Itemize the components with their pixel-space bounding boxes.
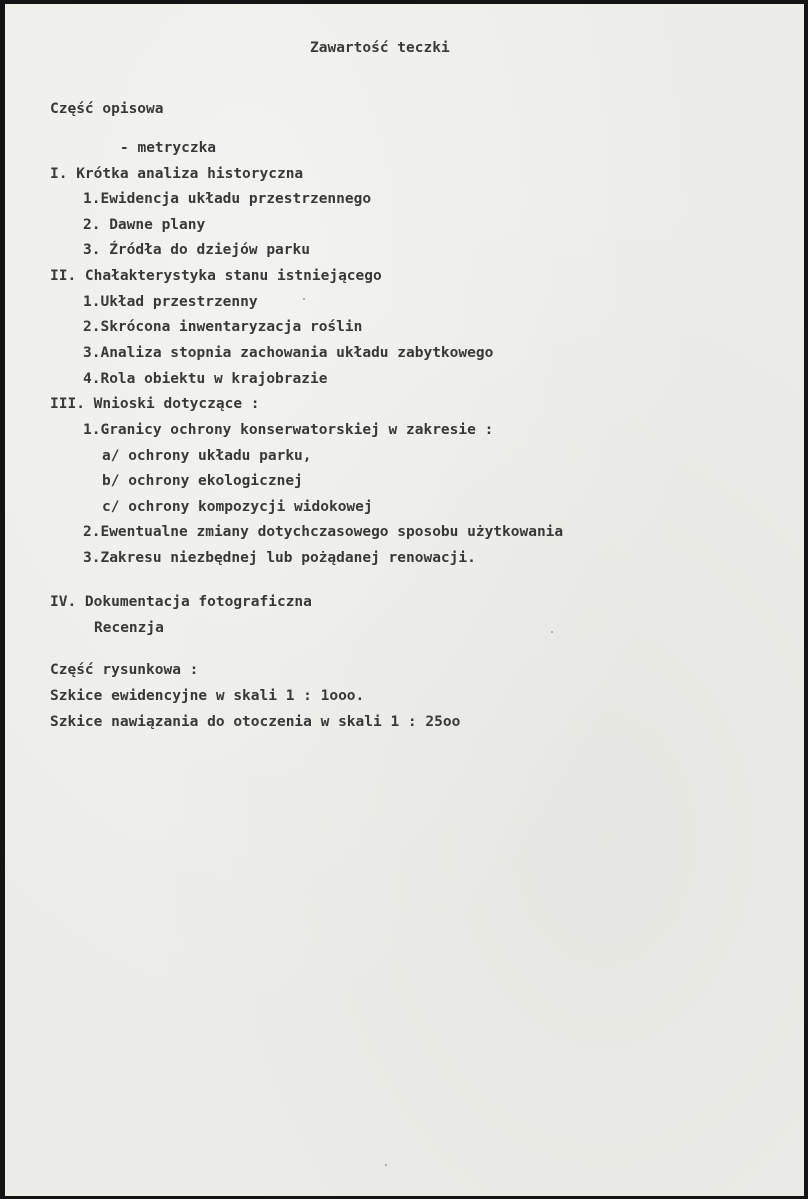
- drawing-item-1: Szkice ewidencyjne w skali 1 : 1ooo.: [50, 688, 365, 704]
- list-item-3-1-c: c/ ochrony kompozycji widokowej: [102, 499, 373, 515]
- list-item-1-2: 2. Dawne plany: [83, 217, 206, 233]
- list-item-2-4: 4.Rola obiektu w krajobrazie: [83, 371, 328, 387]
- document-page: [5, 4, 804, 1196]
- list-item-section-2: II. Chałakterystyka stanu istniejącego: [50, 268, 382, 284]
- list-item-3-1-a: a/ ochrony układu parku,: [102, 448, 312, 464]
- list-item-3-1-b: b/ ochrony ekologicznej: [102, 473, 303, 489]
- paper-speck: [303, 298, 305, 300]
- list-item-3-2: 2.Ewentualne zmiany dotychczasowego sposobu użytkowania: [83, 524, 564, 540]
- list-item-section-3: III. Wnioski dotyczące :: [50, 396, 260, 412]
- paper-speck: [551, 631, 553, 633]
- list-item-2-2: 2.Skrócona inwentaryzacja roślin: [83, 319, 363, 335]
- section-heading-descriptive: Część opisowa: [50, 101, 164, 117]
- drawing-item-2: Szkice nawiązania do otoczenia w skali 1 : 25oo: [50, 714, 461, 730]
- list-item-recenzja: Recenzja: [94, 620, 164, 636]
- list-item-metryczka: - metryczka: [120, 140, 217, 156]
- list-item-section-1: I. Krótka analiza historyczna: [50, 166, 304, 182]
- list-item-section-4: IV. Dokumentacja fotograficzna: [50, 594, 312, 610]
- list-item-3-1: 1.Granicy ochrony konserwatorskiej w zakresie :: [83, 422, 494, 438]
- paper-speck: [385, 1164, 387, 1166]
- list-item-1-1: 1.Ewidencja układu przestrzennego: [83, 191, 372, 207]
- document-title: Zawartość teczki: [310, 40, 450, 56]
- list-item-3-3: 3.Zakresu niezbędnej lub pożądanej renowacji.: [83, 550, 476, 566]
- list-item-2-1: 1.Układ przestrzenny: [83, 294, 258, 310]
- list-item-1-3: 3. Źródła do dziejów parku: [83, 242, 310, 258]
- list-item-2-3: 3.Analiza stopnia zachowania układu zabytkowego: [83, 345, 494, 361]
- section-heading-drawings: Część rysunkowa :: [50, 662, 199, 678]
